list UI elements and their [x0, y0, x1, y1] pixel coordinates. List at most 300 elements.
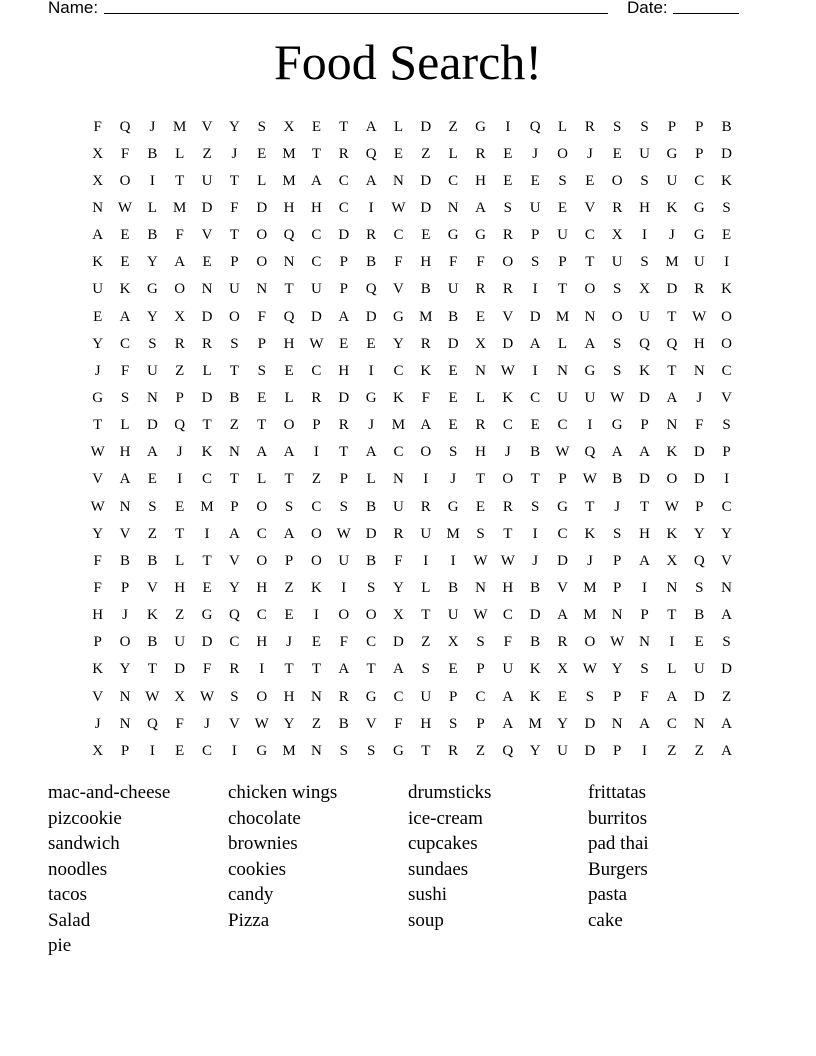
grid-letter: I — [341, 579, 347, 596]
grid-letter: A — [338, 661, 350, 678]
word-item: Burgers — [588, 858, 648, 880]
grid-letter: S — [613, 335, 622, 352]
grid-letter: F — [257, 308, 266, 325]
grid-letter: E — [421, 227, 431, 244]
grid-letter: A — [721, 607, 732, 624]
grid-letter: S — [257, 362, 266, 379]
grid-letter: K — [721, 172, 732, 189]
grid-letter: D — [365, 308, 377, 325]
grid-letter: T — [284, 471, 294, 488]
grid-letter: M — [282, 742, 296, 759]
grid-letter: S — [284, 498, 294, 515]
grid-letter: N — [228, 444, 240, 461]
word-item: pizcookie — [48, 807, 122, 829]
grid-letter: I — [368, 362, 374, 379]
grid-letter: A — [365, 172, 377, 189]
grid-letter: X — [92, 172, 104, 189]
grid-letter: A — [666, 688, 678, 705]
grid-letter: D — [420, 172, 432, 189]
grid-letter: A — [529, 335, 541, 352]
grid-letter: M — [555, 308, 570, 325]
grid-letter: K — [92, 661, 104, 678]
grid-letter: E — [284, 362, 294, 379]
grid-letter: G — [475, 118, 486, 135]
grid-letter: B — [612, 471, 623, 488]
grid-letter: S — [120, 389, 130, 406]
grid-letter: A — [338, 308, 350, 325]
grid-letter: M — [200, 498, 214, 515]
grid-letter: O — [584, 281, 596, 298]
grid-letter: X — [92, 145, 104, 162]
grid-letter: E — [585, 172, 595, 189]
grid-letter: Q — [283, 227, 295, 244]
grid-letter: J — [696, 389, 703, 406]
grid-letter: V — [721, 389, 732, 406]
grid-letter: O — [256, 227, 268, 244]
grid-letter: S — [695, 579, 704, 596]
grid-letter: Q — [529, 118, 541, 135]
grid-row — [84, 303, 740, 330]
grid-letter: F — [175, 227, 184, 244]
grid-letter: B — [147, 145, 158, 162]
grid-letter: V — [228, 552, 240, 569]
grid-letter: P — [695, 145, 704, 162]
grid-letter: N — [693, 715, 705, 732]
grid-letter: S — [448, 444, 458, 461]
grid-letter: E — [93, 308, 103, 325]
grid-letter: X — [283, 118, 295, 135]
grid-letter: W — [90, 498, 105, 515]
grid-letter: H — [174, 579, 186, 596]
grid-letter: R — [174, 335, 185, 352]
grid-letter: K — [666, 525, 678, 542]
grid-row — [84, 547, 740, 574]
grid-letter: P — [230, 254, 239, 271]
grid-letter: A — [283, 444, 295, 461]
grid-letter: U — [639, 308, 650, 325]
grid-letter: C — [311, 498, 322, 515]
grid-letter: E — [530, 172, 540, 189]
grid-letter: W — [254, 715, 269, 732]
word-item: chicken wings — [228, 782, 338, 803]
grid-letter: P — [175, 389, 184, 406]
grid-letter: D — [584, 715, 596, 732]
grid-letter: T — [175, 525, 185, 542]
grid-letter: Y — [119, 661, 131, 678]
grid-letter: C — [584, 227, 595, 244]
grid-letter: A — [557, 607, 568, 624]
grid-letter: I — [532, 525, 538, 542]
grid-letter: S — [613, 281, 622, 298]
grid-letter: T — [93, 417, 103, 434]
grid-letter: H — [338, 362, 350, 379]
grid-letter: Z — [421, 145, 431, 162]
grid-letter: C — [666, 715, 677, 732]
grid-letter: Y — [92, 525, 104, 542]
grid-letter: S — [148, 498, 157, 515]
grid-letter: I — [642, 227, 648, 244]
grid-letter: K — [502, 389, 514, 406]
grid-letter: R — [338, 688, 349, 705]
word-item: cookies — [228, 858, 287, 880]
grid-letter: G — [365, 688, 377, 705]
grid-letter: L — [421, 579, 431, 596]
grid-letter: C — [721, 362, 732, 379]
grid-letter: Z — [175, 607, 185, 624]
grid-letter: S — [366, 742, 376, 759]
grid-letter: S — [722, 417, 731, 434]
grid-letter: W — [610, 389, 625, 406]
grid-letter: L — [175, 552, 185, 569]
grid-letter: E — [448, 417, 458, 434]
grid-letter: D — [420, 118, 432, 135]
grid-letter: B — [229, 389, 240, 406]
grid-letter: D — [201, 634, 213, 651]
grid-letter: O — [584, 634, 596, 651]
grid-letter: P — [531, 227, 540, 244]
grid-letter: A — [119, 471, 131, 488]
grid-letter: D — [201, 199, 213, 216]
grid-letter: Q — [666, 335, 678, 352]
grid-letter: F — [640, 688, 649, 705]
grid-letter: V — [92, 471, 104, 488]
grid-letter: Q — [146, 715, 158, 732]
grid-letter: D — [201, 308, 213, 325]
grid-letter: U — [447, 281, 459, 298]
grid-letter: F — [476, 254, 485, 271]
grid-letter: I — [642, 742, 648, 759]
grid-letter: T — [421, 607, 431, 624]
grid-letter: K — [529, 688, 541, 705]
grid-letter: C — [393, 362, 404, 379]
grid-letter: K — [666, 199, 678, 216]
grid-letter: J — [286, 634, 292, 651]
grid-letter: F — [93, 118, 102, 135]
grid-letter: Z — [694, 742, 704, 759]
grid-letter: P — [613, 742, 622, 759]
grid-letter: D — [721, 661, 732, 678]
grid-letter: L — [284, 389, 294, 406]
grid-letter: U — [529, 199, 541, 216]
word-item: soup — [408, 909, 444, 931]
grid-letter: I — [204, 525, 210, 542]
grid-letter: T — [229, 227, 239, 244]
grid-letter: D — [557, 552, 568, 569]
grid-letter: Z — [311, 715, 321, 732]
grid-letter: S — [421, 661, 430, 678]
grid-letter: P — [667, 118, 677, 135]
grid-letter: E — [366, 335, 376, 352]
grid-letter: N — [201, 281, 213, 298]
grid-letter: R — [420, 335, 431, 352]
grid-letter: X — [447, 634, 459, 651]
grid-letter: E — [612, 145, 622, 162]
grid-letter: N — [393, 172, 404, 189]
grid-letter: Y — [529, 742, 541, 759]
grid-letter: H — [283, 335, 295, 352]
grid-letter: W — [582, 471, 597, 488]
grid-letter: E — [530, 417, 540, 434]
grid-letter: E — [448, 661, 458, 678]
grid-letter: J — [586, 145, 593, 162]
grid-letter: K — [393, 389, 404, 406]
grid-letter: J — [94, 715, 101, 732]
grid-letter: G — [475, 227, 486, 244]
grid-letter: B — [366, 498, 377, 515]
grid-letter: R — [694, 281, 705, 298]
grid-row — [84, 710, 740, 737]
grid-letter: W — [500, 362, 515, 379]
grid-letter: J — [614, 498, 621, 515]
grid-letter: E — [147, 471, 157, 488]
grid-letter: X — [174, 308, 186, 325]
grid-letter: T — [475, 471, 486, 488]
grid-letter: F — [175, 715, 184, 732]
word-column — [408, 780, 583, 933]
grid-letter: O — [721, 308, 732, 325]
grid-row — [84, 249, 740, 276]
grid-letter: Y — [228, 579, 240, 596]
grid-letter: I — [505, 118, 511, 135]
grid-letter: Y — [693, 525, 705, 542]
grid-letter: S — [640, 172, 649, 189]
grid-letter: N — [611, 607, 623, 624]
grid-letter: A — [228, 525, 240, 542]
grid-letter: G — [584, 362, 596, 379]
grid-letter: W — [473, 607, 488, 624]
grid-letter: E — [175, 742, 185, 759]
grid-row — [84, 330, 740, 357]
grid-letter: S — [722, 634, 731, 651]
grid-letter: E — [557, 199, 568, 216]
grid-letter: N — [393, 471, 404, 488]
grid-letter: E — [311, 118, 321, 135]
grid-letter: O — [721, 335, 732, 352]
grid-letter: Y — [721, 525, 732, 542]
grid-letter: D — [721, 145, 732, 162]
grid-letter: B — [366, 254, 377, 271]
grid-letter: O — [119, 172, 131, 189]
grid-letter: B — [530, 634, 541, 651]
grid-letter: A — [146, 444, 158, 461]
grid-letter: O — [311, 552, 322, 569]
grid-letter: D — [174, 661, 186, 678]
grid-letter: E — [284, 607, 294, 624]
grid-letter: N — [119, 498, 131, 515]
grid-letter: J — [231, 145, 238, 162]
grid-letter: M — [419, 308, 433, 325]
word-item: pasta — [588, 884, 628, 905]
word-item: pie — [48, 935, 72, 956]
grid-letter: X — [666, 552, 678, 569]
grid-letter: U — [639, 145, 650, 162]
grid-letter: W — [145, 688, 160, 705]
grid-letter: I — [587, 417, 593, 434]
grid-letter: W — [199, 688, 215, 705]
grid-letter: K — [146, 607, 158, 624]
grid-letter: H — [420, 254, 432, 271]
grid-letter: H — [256, 634, 268, 651]
grid-letter: Q — [174, 417, 186, 434]
grid-letter: R — [475, 145, 486, 162]
grid-letter: T — [284, 661, 294, 678]
grid-letter: L — [257, 172, 267, 189]
word-item: sundaes — [408, 858, 469, 880]
grid-letter: H — [502, 579, 514, 596]
grid-letter: A — [174, 254, 186, 271]
grid-letter: U — [311, 281, 322, 298]
header-fields — [48, 0, 748, 20]
grid-letter: K — [201, 444, 213, 461]
grid-letter: Z — [311, 471, 321, 488]
grid-letter: W — [610, 634, 625, 651]
grid-letter: D — [639, 471, 650, 488]
grid-letter: T — [229, 362, 239, 379]
grid-letter: R — [475, 417, 486, 434]
grid-letter: V — [721, 552, 732, 569]
grid-letter: S — [640, 118, 649, 135]
grid-letter: A — [311, 172, 322, 189]
grid-letter: F — [421, 389, 430, 406]
grid-letter: R — [366, 227, 377, 244]
grid-letter: S — [339, 498, 348, 515]
grid-letter: P — [120, 742, 130, 759]
grid-letter: B — [694, 607, 705, 624]
grid-letter: O — [256, 254, 268, 271]
grid-row — [84, 384, 740, 411]
grid-letter: R — [502, 498, 513, 515]
grid-letter: U — [92, 281, 104, 298]
grid-letter: N — [584, 308, 596, 325]
grid-letter: U — [228, 281, 240, 298]
grid-letter: C — [256, 525, 267, 542]
grid-letter: I — [313, 607, 319, 624]
grid-letter: J — [668, 227, 675, 244]
grid-letter: M — [665, 254, 679, 271]
grid-letter: L — [120, 417, 130, 434]
grid-letter: D — [584, 742, 596, 759]
word-item: cake — [588, 909, 623, 931]
grid-letter: E — [475, 308, 486, 325]
grid-letter: K — [584, 525, 596, 542]
grid-letter: G — [393, 742, 404, 759]
grid-letter: K — [119, 281, 131, 298]
grid-letter: P — [476, 661, 485, 678]
grid-letter: F — [120, 362, 130, 379]
grid-letter: L — [393, 118, 404, 135]
word-item: sandwich — [48, 833, 120, 854]
grid-letter: Z — [147, 525, 157, 542]
grid-letter: X — [611, 227, 623, 244]
grid-letter: A — [256, 444, 268, 461]
grid-letter: T — [257, 417, 267, 434]
grid-letter: H — [92, 607, 104, 624]
grid-letter: W — [664, 498, 679, 515]
grid-letter: D — [146, 417, 158, 434]
grid-letter: A — [119, 308, 131, 325]
grid-letter: G — [447, 498, 459, 515]
grid-letter: T — [339, 444, 349, 461]
grid-letter: D — [311, 308, 322, 325]
grid-letter: F — [120, 145, 130, 162]
word-item: candy — [228, 884, 274, 905]
grid-letter: B — [448, 579, 459, 596]
grid-letter: C — [557, 417, 568, 434]
grid-letter: S — [613, 118, 622, 135]
grid-letter: R — [475, 281, 486, 298]
grid-letter: I — [532, 362, 538, 379]
grid-letter: T — [147, 661, 157, 678]
grid-letter: B — [147, 227, 158, 244]
grid-letter: C — [530, 389, 541, 406]
grid-letter: E — [557, 688, 568, 705]
grid-letter: R — [338, 145, 349, 162]
grid-row — [84, 113, 740, 140]
grid-letter: N — [557, 362, 568, 379]
grid-letter: D — [529, 607, 541, 624]
grid-letter: C — [256, 607, 267, 624]
grid-letter: V — [119, 525, 131, 542]
grid-letter: D — [365, 525, 377, 542]
grid-letter: Y — [393, 579, 404, 596]
grid-letter: L — [147, 199, 157, 216]
grid-letter: O — [611, 308, 623, 325]
grid-letter: R — [502, 227, 513, 244]
grid-letter: Z — [421, 634, 431, 651]
grid-letter: R — [229, 661, 240, 678]
grid-letter: Z — [667, 742, 677, 759]
word-item: mac-and-cheese — [48, 782, 171, 803]
grid-letter: W — [555, 444, 570, 461]
grid-letter: K — [529, 661, 541, 678]
grid-letter: X — [475, 335, 486, 352]
word-item: noodles — [48, 858, 108, 880]
grid-letter: G — [393, 308, 404, 325]
grid-letter: U — [447, 607, 459, 624]
grid-letter: Q — [639, 335, 650, 352]
grid-letter: J — [204, 715, 210, 732]
grid-letter: O — [256, 688, 268, 705]
grid-letter: A — [666, 389, 678, 406]
grid-letter: R — [584, 118, 595, 135]
grid-letter: A — [639, 444, 650, 461]
grid-letter: E — [120, 254, 130, 271]
grid-letter: I — [149, 172, 155, 189]
grid-letter: P — [613, 688, 622, 705]
grid-letter: V — [502, 308, 514, 325]
grid-letter: B — [721, 118, 732, 135]
page-title: Food Search! — [274, 34, 542, 90]
grid-letter: H — [693, 335, 705, 352]
grid-letter: U — [146, 362, 158, 379]
grid-letter: A — [584, 335, 596, 352]
grid-letter: R — [311, 389, 322, 406]
grid-letter: A — [502, 715, 514, 732]
grid-letter: J — [450, 471, 457, 488]
grid-letter: U — [420, 525, 432, 542]
grid-letter: T — [229, 172, 239, 189]
grid-letter: M — [583, 579, 597, 596]
grid-letter: Q — [283, 308, 295, 325]
grid-letter: T — [585, 254, 595, 271]
grid-letter: V — [393, 281, 404, 298]
grid-letter: U — [611, 254, 623, 271]
grid-letter: L — [475, 389, 486, 406]
grid-letter: L — [667, 661, 677, 678]
grid-letter: K — [311, 579, 322, 596]
grid-letter: B — [147, 634, 158, 651]
grid-letter: T — [639, 498, 650, 515]
